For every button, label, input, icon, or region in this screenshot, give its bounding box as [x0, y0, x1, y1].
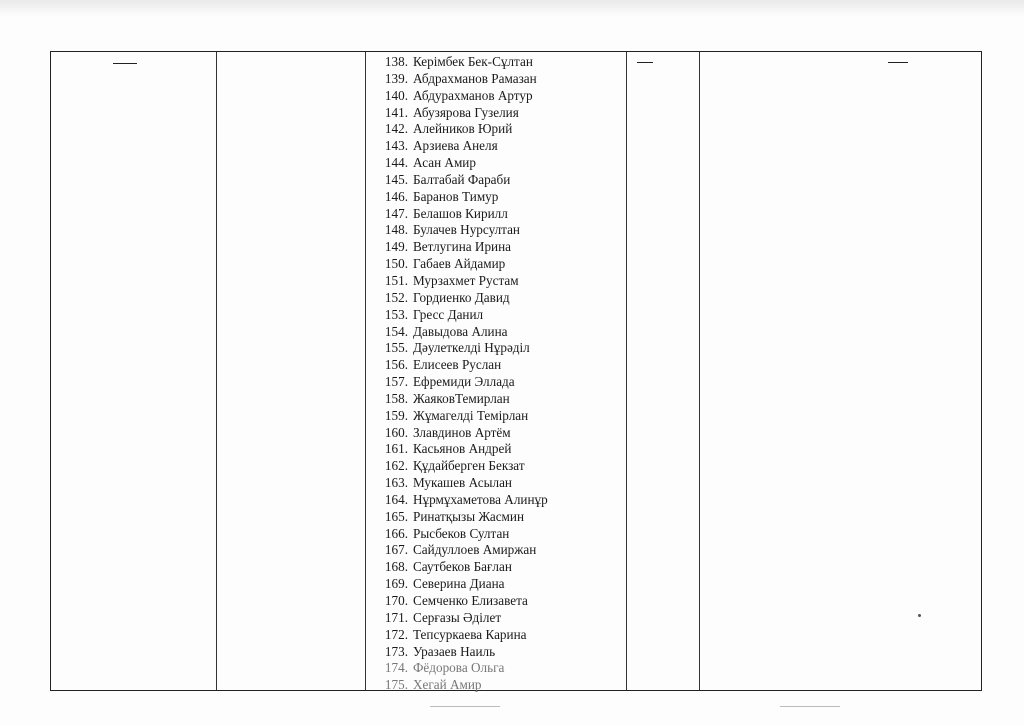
list-item-number: 160.: [384, 424, 408, 440]
list-item-name: Асан Амир: [413, 155, 476, 171]
list-item-name: Саутбеков Бағлан: [413, 559, 512, 575]
list-item-name: Фёдорова Ольга: [413, 660, 505, 676]
list-item: [372, 492, 548, 509]
dash-mark-col5: [888, 62, 908, 63]
list-item: [372, 408, 548, 425]
scan-smudge: [780, 706, 840, 707]
list-item-number: 139.: [384, 70, 408, 86]
list-item-number: 141.: [384, 104, 408, 120]
list-item: [372, 155, 548, 172]
list-item: [372, 526, 548, 543]
list-item-number: 162.: [384, 458, 408, 474]
list-item-name: Давыдова Алина: [413, 323, 508, 339]
list-item: [372, 441, 548, 458]
list-item-number: 154.: [384, 323, 408, 339]
column-divider-4: [699, 52, 700, 690]
list-item: [372, 206, 548, 223]
list-item: [372, 644, 548, 661]
list-item-number: 169.: [384, 576, 408, 592]
list-item-number: 165.: [384, 508, 408, 524]
scan-speck: [918, 614, 921, 617]
list-item-name: Гордиенко Давид: [413, 289, 510, 305]
list-item-number: 138.: [384, 54, 408, 69]
list-item: [372, 121, 548, 138]
list-item-number: 157.: [384, 374, 408, 390]
list-item: [372, 138, 548, 155]
list-item: [372, 559, 548, 576]
list-item: [372, 71, 548, 88]
list-item-number: 170.: [384, 593, 408, 608]
scan-shadow: [0, 0, 1024, 16]
list-item-name: Гресс Данил: [413, 306, 484, 322]
list-item-number: 155.: [384, 340, 408, 356]
list-item-number: 150.: [384, 256, 408, 272]
list-item-number: 171.: [384, 609, 408, 625]
list-item-number: 153.: [384, 306, 408, 322]
list-item-name: Абдрахманов Рамазан: [413, 70, 537, 86]
list-item-number: 163.: [384, 475, 408, 491]
list-item: [372, 425, 548, 442]
list-item-name: Арзиева Анеля: [413, 138, 498, 154]
list-item: [372, 576, 548, 593]
list-item-name: Құдайберген Бекзат: [413, 458, 525, 474]
dash-mark-col4: [637, 62, 653, 63]
list-item: [372, 357, 548, 374]
list-item: [372, 610, 548, 627]
list-item-name: ЖаяковТемирлан: [413, 390, 510, 406]
list-item-number: 159.: [384, 407, 408, 423]
list-item: [372, 189, 548, 206]
column-divider-3: [626, 52, 627, 690]
list-item-name: Балтабай Фараби: [413, 171, 511, 187]
list-item: [372, 307, 548, 324]
list-item-name: Елисеев Руслан: [413, 357, 502, 373]
list-item-name: Рысбеков Султан: [413, 525, 510, 541]
list-item-number: 164.: [384, 491, 408, 507]
list-item: [372, 391, 548, 408]
list-item-name: Булачев Нурсултан: [413, 222, 520, 238]
list-item: [372, 509, 548, 526]
list-item-number: 167.: [384, 542, 408, 558]
list-item-name: Сайдуллоев Амиржан: [413, 542, 537, 558]
list-item-number: 144.: [384, 155, 408, 171]
list-item: [372, 542, 548, 559]
list-item: [372, 105, 548, 122]
list-item: [372, 627, 548, 644]
list-item: [372, 593, 548, 610]
list-item: [372, 458, 548, 475]
list-item-number: 149.: [384, 239, 408, 255]
list-item-number: 175.: [384, 677, 408, 693]
list-item-number: 168.: [384, 559, 408, 575]
list-item-name: Ефремиди Эллада: [413, 374, 515, 390]
column-divider-1: [216, 52, 217, 690]
list-item-name: Ринатқызы Жасмин: [413, 508, 525, 524]
list-item-name: Алейников Юрий: [413, 121, 513, 137]
list-item-name: Семченко Елизавета: [413, 593, 528, 608]
list-item-name: Злавдинов Артём: [413, 424, 511, 440]
list-item-number: 174.: [384, 660, 408, 676]
list-item-number: 146.: [384, 188, 408, 204]
list-item-number: 148.: [384, 222, 408, 238]
list-item: [372, 324, 548, 341]
list-item-number: 143.: [384, 138, 408, 154]
list-item-number: 166.: [384, 525, 408, 541]
list-item-name: Нұрмұхаметова Алинұр: [413, 491, 548, 507]
column-divider-2: [365, 52, 366, 690]
list-item-number: 147.: [384, 205, 408, 221]
list-item-number: 156.: [384, 357, 408, 373]
list-item-number: 142.: [384, 121, 408, 137]
list-item-name: Тепсуркаева Карина: [413, 626, 527, 642]
list-item-number: 152.: [384, 289, 408, 305]
list-item: [372, 239, 548, 256]
list-item-number: 161.: [384, 441, 408, 457]
list-item: [372, 374, 548, 391]
list-item-name: Мурзахмет Рустам: [413, 272, 519, 288]
list-item: [372, 660, 548, 677]
list-item-number: 172.: [384, 626, 408, 642]
list-item: [372, 475, 548, 492]
list-item-name: Хегай Амир: [413, 677, 482, 693]
list-item-name: Абузярова Гузелия: [413, 104, 519, 120]
list-item: [372, 256, 548, 273]
list-item-name: Габаев Айдамир: [413, 256, 506, 272]
list-item-name: Ветлугина Ирина: [413, 239, 512, 255]
list-item-name: Абдурахманов Артур: [413, 87, 533, 103]
list-item: [372, 340, 548, 357]
list-item: [372, 222, 548, 239]
list-item-number: 158.: [384, 390, 408, 406]
list-item-name: Северина Диана: [413, 576, 505, 592]
list-item-name: Белашов Кирилл: [413, 205, 508, 221]
list-item-name: Уразаев Наиль: [413, 643, 496, 659]
list-item: [372, 290, 548, 307]
list-item-number: 145.: [384, 171, 408, 187]
list-item-name: Серғазы Әділет: [413, 609, 502, 625]
list-item-name: Мукашев Асылан: [413, 475, 512, 491]
list-item: [372, 172, 548, 189]
list-item: [372, 54, 548, 71]
list-item-number: 173.: [384, 643, 408, 659]
list-item-name: Жұмагелді Темірлан: [413, 407, 529, 423]
dash-mark-col1: [113, 63, 137, 64]
list-item-name: Дәулеткелді Нұрәділ: [413, 340, 530, 356]
list-item-name: Касьянов Андрей: [413, 441, 512, 457]
list-item-name: Баранов Тимур: [413, 188, 499, 204]
list-item: [372, 677, 548, 694]
student-list: [372, 54, 548, 694]
scan-smudge: [430, 706, 500, 707]
list-item-number: 151.: [384, 272, 408, 288]
list-item: [372, 88, 548, 105]
list-item-number: 140.: [384, 87, 408, 103]
list-item: [372, 273, 548, 290]
list-item-name: Керімбек Бек-Сұлтан: [413, 54, 533, 69]
